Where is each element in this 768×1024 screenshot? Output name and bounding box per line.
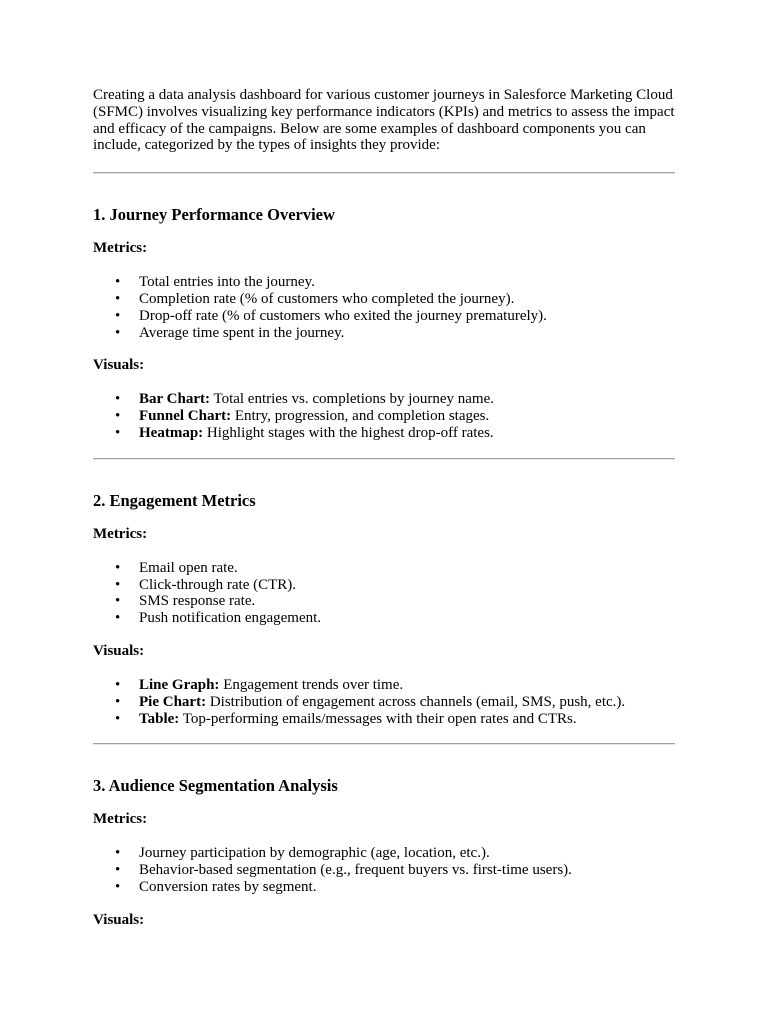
metrics-list bbox=[93, 560, 675, 627]
bullet-icon: • bbox=[115, 307, 121, 324]
bullet-icon: • bbox=[115, 845, 121, 862]
list-item-text: Total entries vs. completions by journey name. bbox=[209, 391, 495, 408]
document-page bbox=[93, 87, 675, 929]
section-title-journey-performance: 1. Journey Performance Overview bbox=[93, 205, 335, 225]
list-item-text: Highlight stages with the highest drop-off rates. bbox=[203, 424, 494, 441]
section-title-engagement-metrics: 2. Engagement Metrics bbox=[93, 490, 256, 510]
list-item-text: Entry, progression, and completion stages. bbox=[231, 408, 490, 425]
visuals-label: Visuals: bbox=[93, 911, 145, 928]
metrics-label: Metrics: bbox=[93, 525, 148, 542]
section-divider bbox=[93, 458, 675, 460]
metrics-list bbox=[93, 274, 675, 341]
list-item-term: Funnel Chart: bbox=[139, 408, 232, 425]
list-item-text: Top-performing emails/messages with their open rates and CTRs. bbox=[179, 710, 577, 727]
list-item-text: Journey participation by demographic (age, location, etc.). bbox=[139, 845, 490, 862]
visuals-label: Visuals: bbox=[93, 357, 145, 374]
bullet-icon: • bbox=[115, 576, 121, 593]
list-item bbox=[93, 879, 675, 896]
bullet-icon: • bbox=[115, 610, 121, 627]
metrics-label: Metrics: bbox=[93, 240, 148, 257]
list-item bbox=[93, 325, 675, 342]
metrics-list bbox=[93, 845, 675, 895]
bullet-icon: • bbox=[115, 593, 121, 610]
list-item-text: Click-through rate (CTR). bbox=[139, 576, 297, 593]
list-item-text: Push notification engagement. bbox=[139, 610, 322, 627]
visuals-label: Visuals: bbox=[93, 642, 145, 659]
intro-paragraph: Creating a data analysis dashboard for various customer journeys in Salesforce Marketing Cloud (SFMC) involves visualizing key performance indicators (KPIs) and metrics to assess the impact and efficacy of the campaigns. Below are some examples of dashboard components you can include, categorized by the types of insights they provide: bbox=[93, 87, 675, 154]
metrics-label: Metrics: bbox=[93, 811, 148, 828]
list-item bbox=[93, 677, 675, 694]
list-item-text: SMS response rate. bbox=[139, 593, 256, 610]
bullet-icon: • bbox=[115, 274, 121, 291]
list-item bbox=[93, 694, 675, 711]
list-item-term: Table: bbox=[139, 710, 180, 727]
bullet-icon: • bbox=[115, 424, 121, 441]
bullet-icon: • bbox=[115, 290, 121, 307]
list-item-text: Conversion rates by segment. bbox=[139, 878, 317, 895]
list-item-term: Pie Chart: bbox=[139, 693, 207, 710]
bullet-icon: • bbox=[115, 676, 121, 693]
bullet-icon: • bbox=[115, 391, 121, 408]
list-item-text: Drop-off rate (% of customers who exited the journey prematurely). bbox=[139, 307, 547, 324]
section-divider bbox=[93, 743, 675, 745]
visuals-list bbox=[93, 677, 675, 727]
list-item-text: Distribution of engagement across channels (email, SMS, push, etc.). bbox=[206, 693, 626, 710]
bullet-icon: • bbox=[115, 324, 121, 341]
list-item bbox=[93, 308, 675, 325]
list-item-text: Total entries into the journey. bbox=[139, 274, 315, 291]
bullet-icon: • bbox=[115, 559, 121, 576]
list-item-text: Completion rate (% of customers who completed the journey). bbox=[139, 290, 515, 307]
list-item bbox=[93, 274, 675, 291]
bullet-icon: • bbox=[115, 693, 121, 710]
list-item bbox=[93, 560, 675, 577]
list-item bbox=[93, 291, 675, 308]
list-item-text: Average time spent in the journey. bbox=[139, 324, 345, 341]
list-item bbox=[93, 845, 675, 862]
visuals-list bbox=[93, 391, 675, 441]
list-item bbox=[93, 862, 675, 879]
section-divider bbox=[93, 172, 675, 174]
bullet-icon: • bbox=[115, 878, 121, 895]
list-item bbox=[93, 577, 675, 594]
bullet-icon: • bbox=[115, 862, 121, 879]
list-item bbox=[93, 391, 675, 408]
list-item-term: Bar Chart: bbox=[139, 391, 210, 408]
list-item bbox=[93, 408, 675, 425]
list-item-term: Line Graph: bbox=[139, 676, 220, 693]
bullet-icon: • bbox=[115, 710, 121, 727]
list-item-text: Engagement trends over time. bbox=[219, 676, 404, 693]
list-item bbox=[93, 593, 675, 610]
list-item bbox=[93, 711, 675, 728]
list-item-text: Email open rate. bbox=[139, 559, 238, 576]
bullet-icon: • bbox=[115, 408, 121, 425]
list-item-term: Heatmap: bbox=[139, 424, 204, 441]
list-item-text: Behavior-based segmentation (e.g., frequent buyers vs. first-time users). bbox=[139, 862, 572, 879]
list-item bbox=[93, 610, 675, 627]
list-item bbox=[93, 425, 675, 442]
section-title-audience-segmentation: 3. Audience Segmentation Analysis bbox=[93, 776, 338, 796]
